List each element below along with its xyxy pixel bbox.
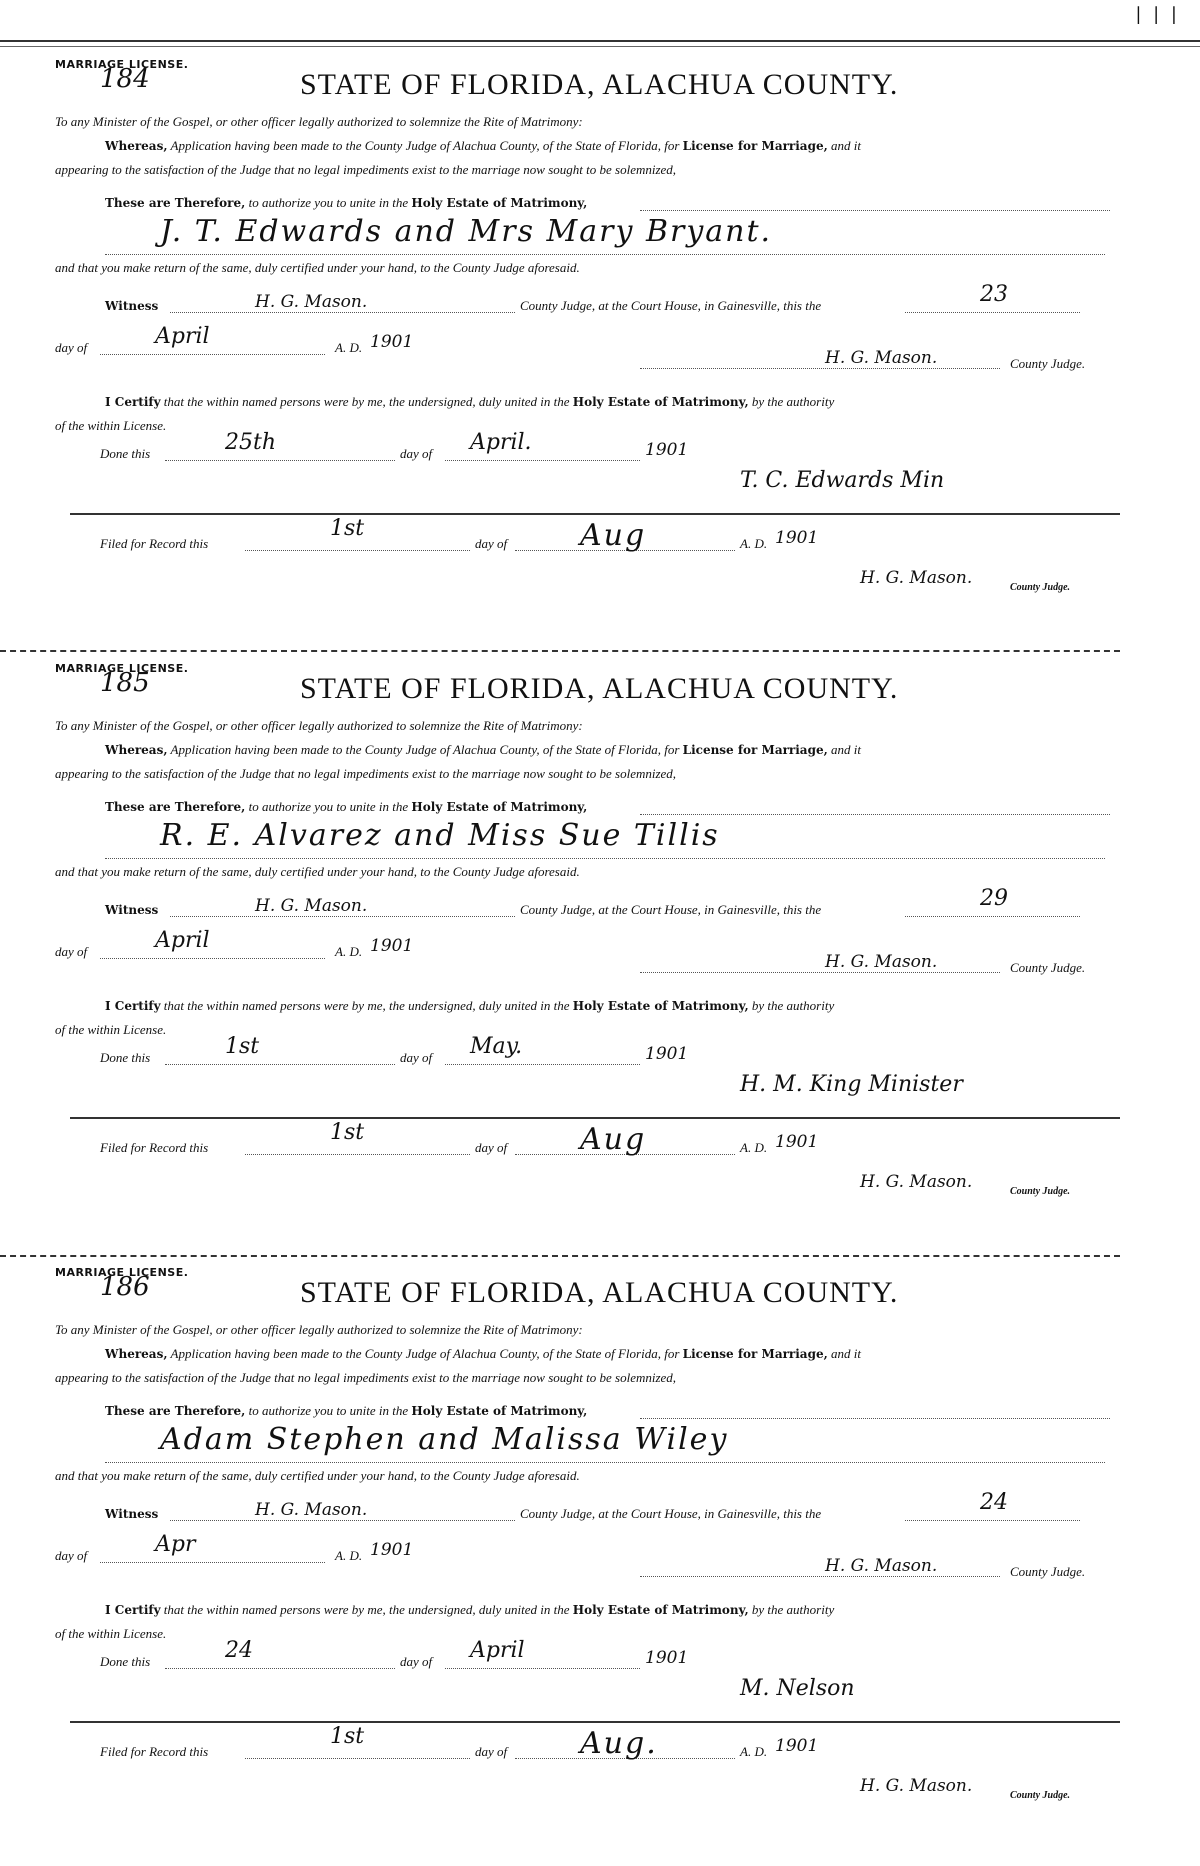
dotted-line xyxy=(445,1064,640,1065)
holy-estate-text: Holy Estate of Matrimony, xyxy=(411,1404,588,1418)
done-day-of-label: day of xyxy=(400,1050,433,1065)
dotted-line xyxy=(640,1576,1000,1577)
dotted-line xyxy=(245,550,470,551)
to-any-minister-text: To any Minister of the Gospel, or other officer legally authorized to solemnize the Rite of Matrimony: xyxy=(55,718,583,733)
dotted-line xyxy=(445,460,640,461)
dotted-line xyxy=(905,1520,1080,1521)
dotted-line xyxy=(905,916,1080,917)
parties-names: J. T. Edwards and Mrs Mary Bryant. xyxy=(160,214,773,249)
filed-ad-label: A. D. xyxy=(740,536,768,551)
filed-rule xyxy=(70,1721,1120,1723)
license-for-marriage-text: License for Marriage, xyxy=(682,1347,828,1361)
issued-year: 1901 xyxy=(370,936,414,956)
witness-label xyxy=(105,1506,158,1522)
authorize-text: to authorize you to unite in the xyxy=(248,195,409,210)
these-are-line xyxy=(105,799,587,815)
by-authority-text: by the authority xyxy=(751,1602,835,1617)
done-this-label: Done this xyxy=(100,1654,151,1669)
dotted-line xyxy=(170,916,515,917)
done-day: 24 xyxy=(225,1638,253,1663)
county-judge-court-text: County Judge, at the Court House, in Gainesville, this the xyxy=(520,1506,822,1521)
dotted-line xyxy=(165,1668,395,1669)
dotted-line xyxy=(105,1462,1105,1463)
judge-signature: H. G. Mason. xyxy=(825,952,938,972)
certify-word: I Certify xyxy=(105,999,161,1013)
done-year: 1901 xyxy=(645,1044,689,1064)
issued-month: April xyxy=(155,324,210,349)
top-rule xyxy=(0,40,1200,42)
state-title: STATE OF FLORIDA, ALACHUA COUNTY. xyxy=(300,672,899,705)
certify-text: that the within named persons were by me, the undersigned, duly united in the xyxy=(163,998,570,1013)
whereas-text: Application having been made to the County Judge of Alachua County, of the State of Florida, for xyxy=(170,138,680,153)
parties-names: R. E. Alvarez and Miss Sue Tillis xyxy=(160,818,720,853)
certify-word: I Certify xyxy=(105,395,161,409)
ad-label: A. D. xyxy=(335,340,363,355)
top-rule-thin xyxy=(0,46,1200,47)
filed-county-judge-label: County Judge. xyxy=(1010,1790,1071,1801)
whereas-word: Whereas, xyxy=(105,743,168,757)
witness-label xyxy=(105,902,158,918)
filed-label: Filed for Record this xyxy=(100,536,209,551)
filed-day-of-label: day of xyxy=(475,536,508,551)
done-day: 25th xyxy=(225,430,277,455)
county-judge-label: County Judge. xyxy=(1010,356,1086,371)
certify-word: I Certify xyxy=(105,1603,161,1617)
filed-rule xyxy=(70,1117,1120,1119)
whereas-line xyxy=(105,742,861,758)
dotted-line xyxy=(640,1418,1110,1419)
of-within-text: of the within License. xyxy=(55,1022,167,1037)
done-month: April. xyxy=(470,430,532,455)
county-judge-court-text: County Judge, at the Court House, in Gainesville, this the xyxy=(520,298,822,313)
county-judge-label: County Judge. xyxy=(1010,960,1086,975)
issued-month: April xyxy=(155,928,210,953)
witness-word: Witness xyxy=(105,1507,159,1521)
whereas-word: Whereas, xyxy=(105,139,168,153)
certify-line xyxy=(105,998,834,1014)
filed-rule xyxy=(70,513,1120,515)
by-authority-text: by the authority xyxy=(751,394,835,409)
filed-day: 1st xyxy=(330,516,365,541)
holy-estate-text: Holy Estate of Matrimony, xyxy=(411,800,588,814)
dotted-line xyxy=(640,368,1000,369)
filed-year: 1901 xyxy=(775,1132,819,1152)
license-label: MARRIAGE LICENSE. xyxy=(55,58,189,71)
done-month: May. xyxy=(470,1034,523,1059)
these-are-line xyxy=(105,195,587,211)
filed-day: 1st xyxy=(330,1120,365,1145)
judge-signature: H. G. Mason. xyxy=(825,348,938,368)
of-within-text: of the within License. xyxy=(55,1626,167,1641)
and-it-text: and it xyxy=(831,1346,862,1361)
issued-day: 23 xyxy=(980,282,1008,307)
marriage-license-186 xyxy=(0,1266,1200,1866)
of-within-text: of the within License. xyxy=(55,418,167,433)
done-this-label: Done this xyxy=(100,1050,151,1065)
whereas-text: Application having been made to the County Judge of Alachua County, of the State of Florida, for xyxy=(170,742,680,757)
license-for-marriage-text: License for Marriage, xyxy=(682,743,828,757)
filed-label: Filed for Record this xyxy=(100,1744,209,1759)
dotted-line xyxy=(165,460,395,461)
filed-year: 1901 xyxy=(775,528,819,548)
done-year: 1901 xyxy=(645,1648,689,1668)
done-month: April xyxy=(470,1638,525,1663)
marriage-license-184 xyxy=(0,58,1200,658)
filed-month: Aug xyxy=(580,518,647,553)
dotted-line xyxy=(640,814,1110,815)
these-are-therefore: These are Therefore, xyxy=(105,196,246,210)
holy-estate-text: Holy Estate of Matrimony, xyxy=(411,196,588,210)
dotted-line xyxy=(245,1758,470,1759)
filed-year: 1901 xyxy=(775,1736,819,1756)
license-label: MARRIAGE LICENSE. xyxy=(55,1266,189,1279)
witness-label xyxy=(105,298,158,314)
return-text: and that you make return of the same, duly certified under your hand, to the County Judge aforesaid. xyxy=(55,260,580,275)
whereas-text: Application having been made to the County Judge of Alachua County, of the State of Florida, for xyxy=(170,1346,680,1361)
officiant-signature: H. M. King Minister xyxy=(740,1072,963,1097)
dotted-line xyxy=(170,1520,515,1521)
parties-names: Adam Stephen and Malissa Wiley xyxy=(160,1422,729,1457)
witness-signature: H. G. Mason. xyxy=(255,896,368,916)
dotted-line xyxy=(100,1562,325,1563)
filed-county-judge-label: County Judge. xyxy=(1010,1186,1071,1197)
filed-month: Aug. xyxy=(580,1726,658,1761)
dotted-line xyxy=(640,210,1110,211)
filed-day: 1st xyxy=(330,1724,365,1749)
witness-signature: H. G. Mason. xyxy=(255,292,368,312)
dotted-line xyxy=(165,1064,395,1065)
day-of-label: day of xyxy=(55,340,88,355)
section-separator xyxy=(0,1255,1120,1257)
issued-year: 1901 xyxy=(370,1540,414,1560)
witness-word: Witness xyxy=(105,299,159,313)
and-it-text: and it xyxy=(831,138,862,153)
holy-estate-text: Holy Estate of Matrimony, xyxy=(572,999,749,1013)
ad-label: A. D. xyxy=(335,944,363,959)
dotted-line xyxy=(100,354,325,355)
issued-month: Apr xyxy=(155,1532,196,1557)
witness-signature: H. G. Mason. xyxy=(255,1500,368,1520)
to-any-minister-text: To any Minister of the Gospel, or other officer legally authorized to solemnize the Rite of Matrimony: xyxy=(55,1322,583,1337)
license-number: 184 xyxy=(100,64,150,94)
by-authority-text: by the authority xyxy=(751,998,835,1013)
certify-text: that the within named persons were by me, the undersigned, duly united in the xyxy=(163,394,570,409)
done-day: 1st xyxy=(225,1034,260,1059)
whereas-line xyxy=(105,138,861,154)
license-number: 185 xyxy=(100,668,150,698)
appearing-text: appearing to the satisfaction of the Judge that no legal impediments exist to the marriage now sought to be solemnized, xyxy=(55,162,677,177)
filed-judge-signature: H. G. Mason. xyxy=(860,568,973,588)
corner-mark: | | | xyxy=(1135,4,1180,25)
holy-estate-text: Holy Estate of Matrimony, xyxy=(572,395,749,409)
filed-label: Filed for Record this xyxy=(100,1140,209,1155)
dotted-line xyxy=(100,958,325,959)
done-day-of-label: day of xyxy=(400,446,433,461)
filed-day-of-label: day of xyxy=(475,1140,508,1155)
officiant-signature: M. Nelson xyxy=(740,1676,855,1701)
return-text: and that you make return of the same, duly certified under your hand, to the County Judge aforesaid. xyxy=(55,864,580,879)
filed-month: Aug xyxy=(580,1122,647,1157)
these-are-line xyxy=(105,1403,587,1419)
dotted-line xyxy=(640,972,1000,973)
issued-year: 1901 xyxy=(370,332,414,352)
return-text: and that you make return of the same, duly certified under your hand, to the County Judge aforesaid. xyxy=(55,1468,580,1483)
ad-label: A. D. xyxy=(335,1548,363,1563)
issued-day: 24 xyxy=(980,1490,1008,1515)
license-for-marriage-text: License for Marriage, xyxy=(682,139,828,153)
filed-judge-signature: H. G. Mason. xyxy=(860,1776,973,1796)
done-day-of-label: day of xyxy=(400,1654,433,1669)
day-of-label: day of xyxy=(55,1548,88,1563)
holy-estate-text: Holy Estate of Matrimony, xyxy=(572,1603,749,1617)
appearing-text: appearing to the satisfaction of the Judge that no legal impediments exist to the marriage now sought to be solemnized, xyxy=(55,766,677,781)
these-are-therefore: These are Therefore, xyxy=(105,800,246,814)
certify-text: that the within named persons were by me, the undersigned, duly united in the xyxy=(163,1602,570,1617)
officiant-signature: T. C. Edwards Min xyxy=(740,468,945,493)
to-any-minister-text: To any Minister of the Gospel, or other officer legally authorized to solemnize the Rite of Matrimony: xyxy=(55,114,583,129)
appearing-text: appearing to the satisfaction of the Judge that no legal impediments exist to the marriage now sought to be solemnized, xyxy=(55,1370,677,1385)
county-judge-label: County Judge. xyxy=(1010,1564,1086,1579)
dotted-line xyxy=(105,858,1105,859)
county-judge-court-text: County Judge, at the Court House, in Gainesville, this the xyxy=(520,902,822,917)
authorize-text: to authorize you to unite in the xyxy=(248,1403,409,1418)
filed-ad-label: A. D. xyxy=(740,1140,768,1155)
filed-ad-label: A. D. xyxy=(740,1744,768,1759)
state-title: STATE OF FLORIDA, ALACHUA COUNTY. xyxy=(300,68,899,101)
license-number: 186 xyxy=(100,1272,150,1302)
section-separator xyxy=(0,650,1120,652)
and-it-text: and it xyxy=(831,742,862,757)
dotted-line xyxy=(245,1154,470,1155)
day-of-label: day of xyxy=(55,944,88,959)
done-this-label: Done this xyxy=(100,446,151,461)
whereas-line xyxy=(105,1346,861,1362)
authorize-text: to authorize you to unite in the xyxy=(248,799,409,814)
filed-judge-signature: H. G. Mason. xyxy=(860,1172,973,1192)
license-label: MARRIAGE LICENSE. xyxy=(55,662,189,675)
certify-line xyxy=(105,1602,834,1618)
certify-line xyxy=(105,394,834,410)
filed-county-judge-label: County Judge. xyxy=(1010,582,1071,593)
judge-signature: H. G. Mason. xyxy=(825,1556,938,1576)
marriage-license-185 xyxy=(0,662,1200,1262)
done-year: 1901 xyxy=(645,440,689,460)
dotted-line xyxy=(445,1668,640,1669)
witness-word: Witness xyxy=(105,903,159,917)
state-title: STATE OF FLORIDA, ALACHUA COUNTY. xyxy=(300,1276,899,1309)
dotted-line xyxy=(905,312,1080,313)
whereas-word: Whereas, xyxy=(105,1347,168,1361)
dotted-line xyxy=(170,312,515,313)
issued-day: 29 xyxy=(980,886,1008,911)
these-are-therefore: These are Therefore, xyxy=(105,1404,246,1418)
filed-day-of-label: day of xyxy=(475,1744,508,1759)
dotted-line xyxy=(105,254,1105,255)
